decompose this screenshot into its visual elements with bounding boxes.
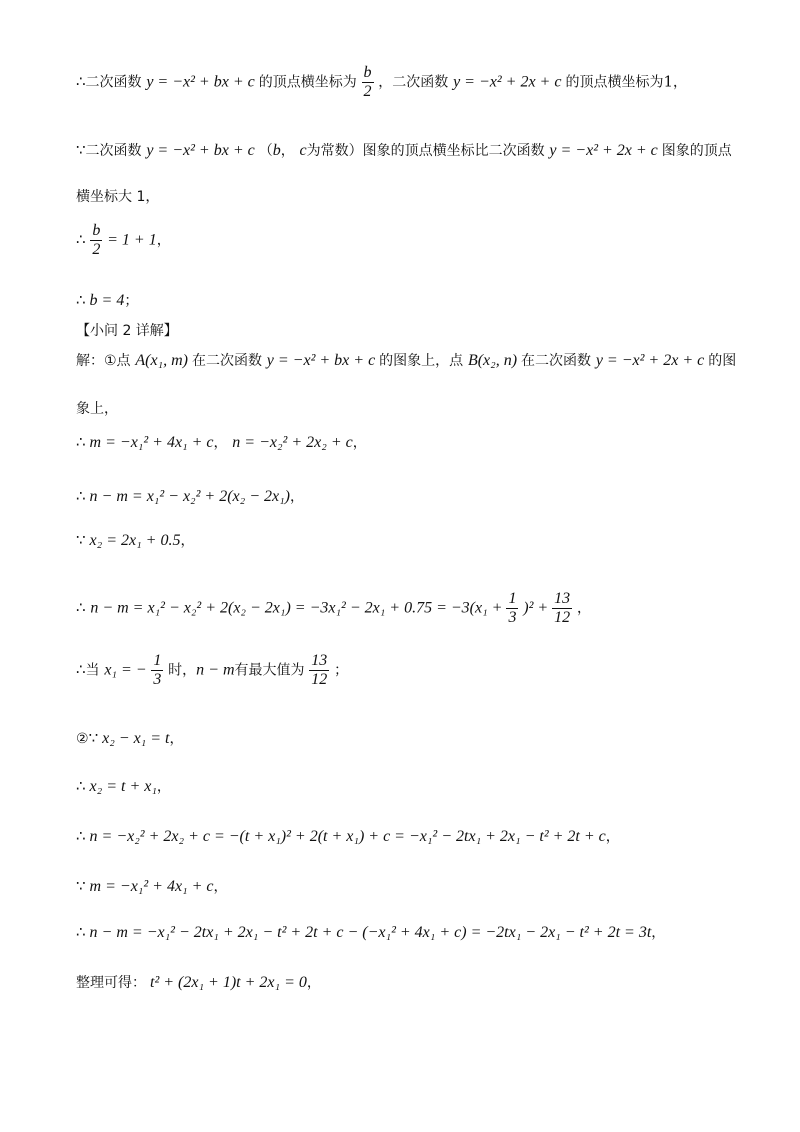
line-15: ∴ x₂ = t + x₁，	[76, 777, 171, 795]
line-12: ∴ n − m = x₁² − x₂² + 2(x₂ − 2x₁) = −3x₁² − 2x₁ + 0.75 = −3(x₁ + $\frac{1}{3}$ )² + $\frac{13}{12}$ ，	[76, 590, 591, 626]
line-18: ∴ n − m = −x₁² − 2tx₁ + 2x₁ − t² + 2t + c − (−x₁² + 4x₁ + c) = −2tx₁ − 2x₁ − t² + 2t = 3t，	[76, 923, 666, 941]
line-2: ∵二次函数 y = −x² + bx + c （b， c为常数）图象的顶点横坐标比二次函数 y = −x² + 2x + c 图象的顶点	[76, 141, 732, 159]
line-8: 象上，	[76, 401, 118, 417]
line-7: 解：①点 A(x₁, m) 在二次函数 y = −x² + bx + c 的图象上，点 B(x₂, n) 在二次函数 y = −x² + 2x + c 的图	[76, 352, 737, 369]
line-13: ∴当 x₁ = − $\frac{1}{3}$ 时，n − m有最大值为 $\frac{13}{12}$ ；	[76, 652, 349, 688]
line-9: ∴ m = −x₁² + 4x₁ + c， n = −x₂² + 2x₂ + c，	[76, 433, 367, 451]
line-10: ∴ n − m = x₁² − x₂² + 2(x₂ − 2x₁)，	[76, 487, 304, 505]
section-heading: 【小问 2 详解】	[76, 323, 178, 339]
line-11: ∵ x₂ = 2x₁ + 0.5，	[76, 531, 195, 549]
line-19: 整理可得： t² + (2x₁ + 1)t + 2x₁ = 0，	[76, 974, 321, 991]
line-4: ∴ $\frac{b}{2}$ = 1 + 1，	[76, 222, 171, 258]
line-3: 横坐标大 1，	[76, 189, 160, 205]
line-14: ②∵ x₂ − x₁ = t，	[76, 729, 184, 747]
line-16: ∴ n = −x₂² + 2x₂ + c = −(t + x₁)² + 2(t + x₁) + c = −x₁² − 2tx₁ + 2x₁ − t² + 2t + c，	[76, 827, 620, 845]
line-5: ∴ b = 4；	[76, 291, 139, 309]
line-17: ∵ m = −x₁² + 4x₁ + c，	[76, 877, 228, 895]
line-1: ∴二次函数 y = −x² + bx + c 的顶点横坐标为 $\frac{b}{2}$ ，二次函数 y = −x² + 2x + c 的顶点横坐标为1，	[76, 64, 687, 100]
